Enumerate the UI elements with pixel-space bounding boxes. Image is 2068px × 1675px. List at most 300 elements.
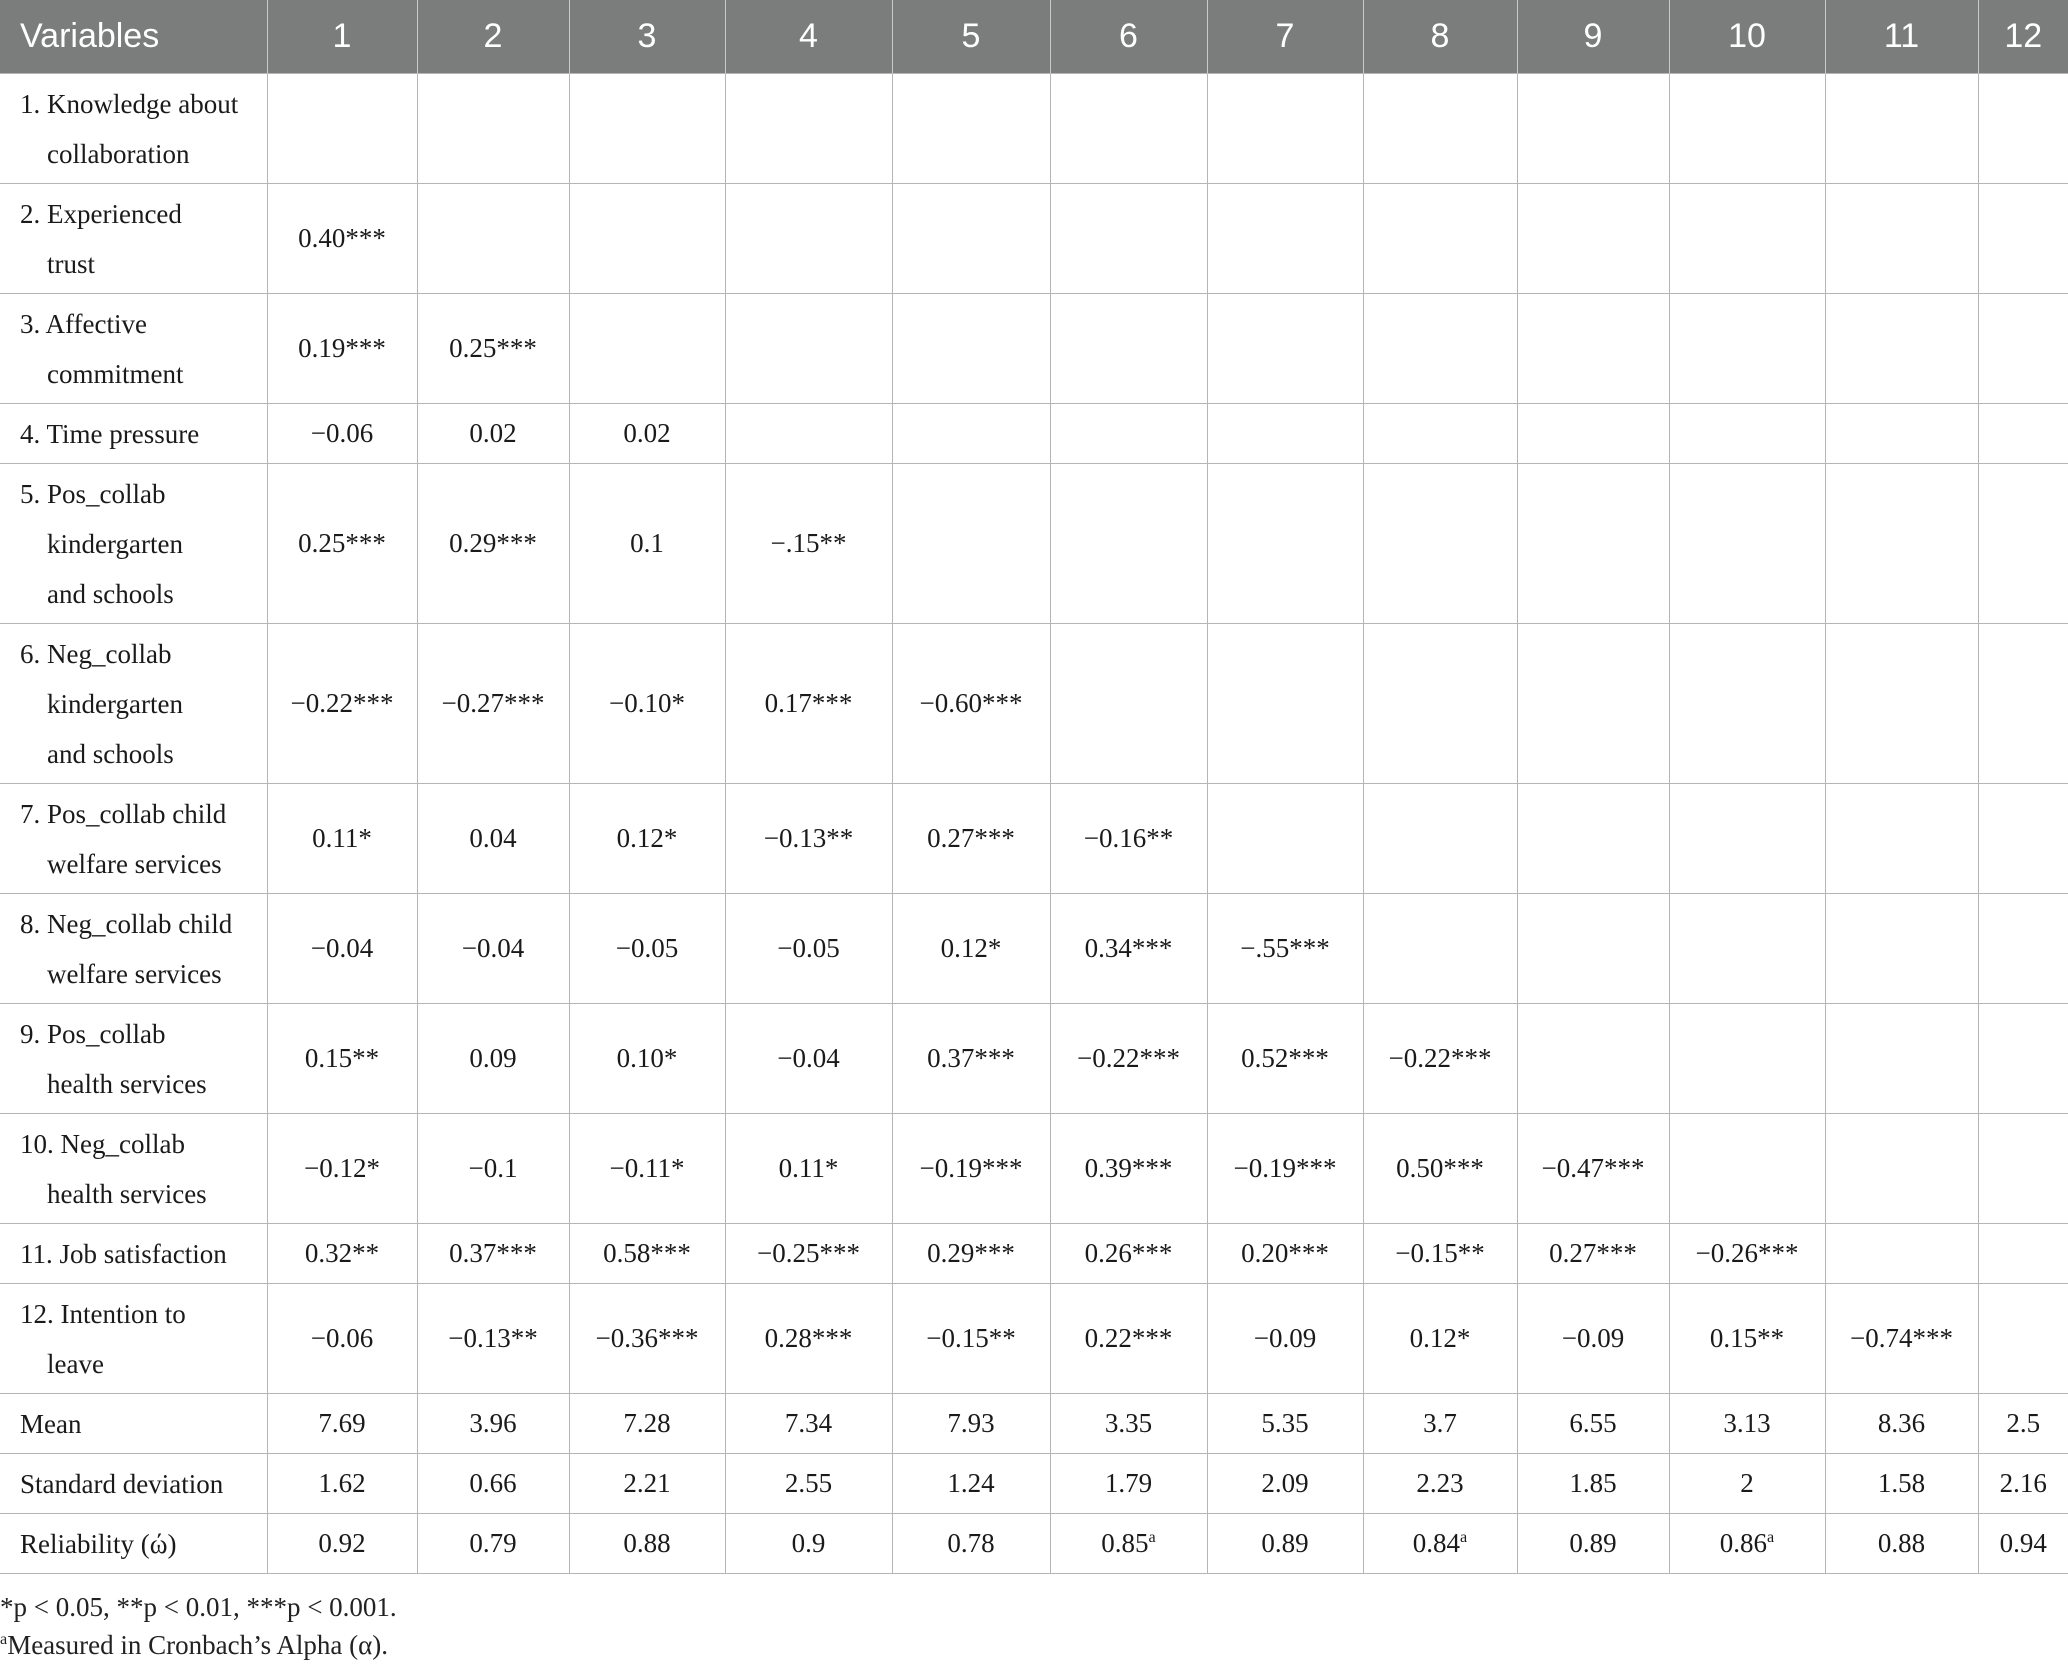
table-cell [1978,74,2068,184]
header-col-6: 6 [1050,0,1207,74]
cell-value: 0.02 [469,418,517,448]
table-cell [1978,1454,2068,1514]
row-label-line: commitment [47,358,184,389]
cell-value: −0.06 [310,418,374,448]
table-cell [1978,624,2068,784]
table-row [0,1224,2068,1284]
cell-value: 0.86 [1719,1528,1768,1558]
table-cell [267,1514,417,1574]
row-label [0,1394,267,1454]
row-label-line: 12. Intention to [20,1298,186,1329]
cell-value: 0.11* [312,823,372,853]
table-cell [569,294,725,404]
cell-value: 0.27*** [927,823,1015,853]
table-cell [725,74,892,184]
cell-value: 0.66 [469,1468,517,1498]
table-cell [892,1224,1050,1284]
table-cell [1669,1514,1825,1574]
table-cell [417,1224,569,1284]
header-col-10: 10 [1669,0,1825,74]
table-cell [1207,74,1363,184]
cell-value: −.15** [770,528,847,558]
table-cell [725,404,892,464]
table-row [0,894,2068,1004]
cell-value: 2.16 [1999,1468,2047,1498]
table-cell [1207,184,1363,294]
table-cell [1050,784,1207,894]
table-cell [892,1114,1050,1224]
table-cell [892,1454,1050,1514]
cell-value: 0.89 [1569,1528,1617,1558]
cell-value: 0.25*** [449,333,537,363]
table-cell [569,184,725,294]
reliability-note-text: Measured in Cronbach’s Alpha (α). [7,1630,388,1660]
cell-value: 1.58 [1877,1468,1926,1498]
cell-value: 0.04 [469,823,517,853]
row-label-line: welfare services [47,848,222,879]
reliability-note [0,1626,397,1664]
table-cell [267,464,417,624]
table-row [0,1004,2068,1114]
table-cell [1517,894,1669,1004]
row-label-line: Standard deviation [20,1468,224,1499]
cell-value: 0.37*** [449,1238,537,1268]
table-cell [725,1394,892,1454]
table-cell [267,294,417,404]
table-cell [1207,894,1363,1004]
cell-value: 5.35 [1261,1408,1309,1438]
cell-value: 0.58*** [603,1238,691,1268]
table-cell [1050,1284,1207,1394]
table-cell [569,1284,725,1394]
reliability-note-marker: a [0,1630,8,1648]
table-cell [1669,74,1825,184]
table-row [0,294,2068,404]
table-cell [892,624,1050,784]
table-cell [1669,294,1825,404]
table-cell [1978,1284,2068,1394]
row-label [0,894,267,1004]
row-label-line: Mean [20,1408,82,1439]
row-label [0,464,267,624]
table-cell [1517,1114,1669,1224]
header-col-5: 5 [892,0,1050,74]
table-cell [569,1394,725,1454]
cell-value: 0.9 [791,1528,826,1558]
table-cell [1050,74,1207,184]
cell-value: −0.09 [1561,1323,1625,1353]
table-cell [892,1004,1050,1114]
row-label [0,784,267,894]
row-label [0,1284,267,1394]
table-cell [267,404,417,464]
row-label-line: 7. Pos_collab child [20,798,227,829]
table-cell [417,1114,569,1224]
cell-value: −0.74*** [1850,1323,1953,1353]
row-label-line: 4. Time pressure [20,418,200,449]
cell-value: 0.78 [947,1528,995,1558]
table-cell [1050,1514,1207,1574]
table-cell [892,294,1050,404]
cell-value: 0.89 [1261,1528,1309,1558]
table-cell [1207,1394,1363,1454]
table-cell [725,464,892,624]
table-cell [892,1514,1050,1574]
cell-value: 0.15** [304,1043,380,1073]
significance-note [0,1588,397,1626]
table-cell [1050,1004,1207,1114]
table-cell [1363,1004,1517,1114]
cell-value: 3.7 [1423,1408,1457,1438]
cell-value: 0.88 [1877,1528,1926,1558]
table-cell [1669,1224,1825,1284]
row-label [0,1454,267,1514]
table-cell [725,184,892,294]
table-row [0,1454,2068,1514]
row-label-line: health services [47,1178,207,1209]
header-col-12: 12 [1978,0,2068,74]
cell-value: 2.23 [1416,1468,1464,1498]
table-cell [1978,184,2068,294]
header-col-2: 2 [417,0,569,74]
header-col-4: 4 [725,0,892,74]
cell-value: −0.05 [615,933,679,963]
cell-value: 1.62 [318,1468,366,1498]
cell-value: −0.16** [1083,823,1174,853]
cell-value: −0.11* [609,1153,685,1183]
table-cell [417,784,569,894]
row-label-line: 8. Neg_collab child [20,908,233,939]
table-cell [1207,1224,1363,1284]
cell-value: 3.35 [1104,1408,1153,1438]
header-col-8: 8 [1363,0,1517,74]
table-cell [1669,784,1825,894]
table-cell [569,894,725,1004]
cell-value: 0.40*** [298,223,386,253]
header-col-11: 11 [1825,0,1978,74]
table-cell [892,1284,1050,1394]
table-cell [267,1394,417,1454]
cell-value: 0.32** [304,1238,380,1268]
header-variables: Variables [0,0,267,74]
table-cell [1363,784,1517,894]
table-cell [1050,184,1207,294]
row-label [0,404,267,464]
table-cell [725,1224,892,1284]
table-cell [1978,1004,2068,1114]
table-cell [1825,184,1978,294]
table-cell [1825,74,1978,184]
table-cell [1363,1514,1517,1574]
table-cell [1517,464,1669,624]
row-label [0,1004,267,1114]
cell-value: −0.25*** [757,1238,860,1268]
row-label-line: trust [47,248,96,279]
table-cell [1978,294,2068,404]
cell-value: 0.37*** [927,1043,1015,1073]
header-col-7: 7 [1207,0,1363,74]
cell-value: 2.21 [623,1468,671,1498]
table-cell [569,1114,725,1224]
table-cell [417,1454,569,1514]
table-cell [892,184,1050,294]
table-cell [267,1224,417,1284]
table-row [0,1284,2068,1394]
table-cell [1825,1454,1978,1514]
table-cell [417,894,569,1004]
table-cell [1207,784,1363,894]
cell-value: 0.50*** [1396,1153,1484,1183]
table-cell [1363,404,1517,464]
row-label-line: 2. Experienced [20,198,182,229]
cell-value: 0.1 [630,528,664,558]
table-cell [1050,294,1207,404]
cell-value: −0.13** [448,1323,538,1353]
cell-value: 0.15** [1709,1323,1785,1353]
table-cell [1669,1114,1825,1224]
table-cell [267,624,417,784]
cell-value: 0.12* [1409,1323,1471,1353]
table-cell [1207,404,1363,464]
cell-value: −0.19*** [1233,1153,1337,1183]
table-cell [417,1394,569,1454]
cell-value: 0.26*** [1084,1238,1173,1268]
row-label [0,184,267,294]
table-cell [1825,1394,1978,1454]
cell-value: 0.79 [469,1528,517,1558]
row-label-line: health services [47,1068,207,1099]
row-label-line: 11. Job satisfaction [20,1238,227,1269]
table-cell [725,784,892,894]
table-cell [267,74,417,184]
row-label-line: kindergarten [47,688,183,719]
cell-footnote-marker: a [1148,1528,1156,1546]
table-cell [569,464,725,624]
cell-value: 0.11* [778,1153,839,1183]
header-row [0,0,2068,74]
table-cell [267,1004,417,1114]
cell-value: 0.20*** [1241,1238,1329,1268]
table-cell [1978,1114,2068,1224]
table-cell [1050,1394,1207,1454]
table-cell [1517,74,1669,184]
row-label-line: collaboration [47,138,190,169]
table-cell [1825,1284,1978,1394]
cell-value: 0.19*** [298,333,386,363]
cell-value: 0.29*** [449,528,537,558]
table-cell [1825,894,1978,1004]
cell-value: −0.05 [777,933,840,963]
table-cell [725,294,892,404]
table-cell [1207,624,1363,784]
cell-value: 0.28*** [764,1323,853,1353]
table-cell [1363,74,1517,184]
table-row [0,784,2068,894]
row-label-line: Reliability (ώ) [20,1528,177,1559]
table-cell [417,1004,569,1114]
table-cell [1363,294,1517,404]
table-cell [725,1454,892,1514]
table-cell [1517,1394,1669,1454]
table-cell [1978,784,2068,894]
cell-value: 1.85 [1569,1468,1617,1498]
cell-value: −0.15** [1395,1238,1485,1268]
table-cell [1517,1284,1669,1394]
cell-footnote-marker: a [1767,1528,1775,1546]
cell-value: −0.09 [1253,1323,1317,1353]
cell-value: 0.34*** [1084,933,1173,963]
table-cell [569,1514,725,1574]
cell-value: 0.85 [1101,1528,1149,1558]
table-cell [725,624,892,784]
table-row [0,624,2068,784]
cell-value: 0.92 [318,1528,366,1558]
cell-value: −0.1 [468,1153,518,1183]
table-cell [892,784,1050,894]
table-cell [1978,894,2068,1004]
row-label-line: and schools [47,578,174,609]
table-cell [1207,294,1363,404]
cell-value: −0.60*** [919,688,1023,718]
cell-value: −0.19*** [919,1153,1023,1183]
cell-value: 3.13 [1723,1408,1771,1438]
table-cell [1825,294,1978,404]
table-cell [1978,1514,2068,1574]
table-row [0,1514,2068,1574]
table-cell [1050,1454,1207,1514]
cell-value: −0.04 [310,933,374,963]
table-cell [1669,464,1825,624]
table-cell [1978,1394,2068,1454]
table-cell [1207,1114,1363,1224]
cell-value: 0.52*** [1241,1043,1329,1073]
table-cell [892,464,1050,624]
table-cell [417,624,569,784]
table-cell [1207,1284,1363,1394]
cell-value: 7.28 [623,1408,671,1438]
cell-value: 1.79 [1104,1468,1153,1498]
table-row [0,184,2068,294]
cell-value: 0.27*** [1549,1238,1637,1268]
table-cell [1517,1454,1669,1514]
table-cell [1825,1004,1978,1114]
table-body [0,74,2068,1574]
table-row [0,404,2068,464]
cell-value: 2.09 [1261,1468,1309,1498]
table-cell [1517,1514,1669,1574]
table-cell [1363,464,1517,624]
table-cell [1825,624,1978,784]
cell-value: −0.10* [609,688,685,718]
header-col-9: 9 [1517,0,1669,74]
row-label-line: 3. Affective [20,308,147,339]
header-col-1: 1 [267,0,417,74]
table-cell [1669,184,1825,294]
table-row [0,1394,2068,1454]
table-cell [725,1514,892,1574]
table-cell [1517,1004,1669,1114]
table-cell [569,1004,725,1114]
significance-note-text: *p < 0.05, **p < 0.01, ***p < 0.001. [0,1592,397,1622]
cell-value: 0.88 [623,1528,671,1558]
cell-value: 0.39*** [1084,1153,1173,1183]
table-cell [1825,784,1978,894]
table-cell [1978,464,2068,624]
table-cell [267,1114,417,1224]
cell-value: 7.34 [784,1408,833,1438]
table-cell [569,74,725,184]
table-cell [1363,1454,1517,1514]
cell-value: −0.36*** [595,1323,699,1353]
table-cell [569,784,725,894]
table-row [0,464,2068,624]
cell-value: 0.02 [623,418,671,448]
table-cell [1825,1224,1978,1284]
cell-value: 0.84 [1412,1528,1461,1558]
cell-value: 1.24 [947,1468,995,1498]
table-cell [267,784,417,894]
cell-footnote-marker: a [1460,1528,1468,1546]
table-cell [892,74,1050,184]
row-label-line: 10. Neg_collab [20,1128,185,1159]
table-cell [569,404,725,464]
table-cell [1825,464,1978,624]
cell-value: 2.55 [784,1468,833,1498]
table-cell [417,74,569,184]
table-cell [1050,464,1207,624]
cell-value: −0.12* [304,1153,380,1183]
table-cell [725,1284,892,1394]
table-cell [417,1514,569,1574]
cell-value: 0.09 [469,1043,517,1073]
table-cell [417,464,569,624]
cell-value: −0.04 [777,1043,840,1073]
table-cell [417,1284,569,1394]
table-cell [417,184,569,294]
cell-value: −0.26*** [1695,1238,1799,1268]
table-cell [1825,1114,1978,1224]
cell-value: −0.15** [926,1323,1016,1353]
row-label [0,1514,267,1574]
table-cell [1207,1004,1363,1114]
table-cell [1825,404,1978,464]
cell-value: 2 [1740,1468,1754,1498]
table-cell [1978,404,2068,464]
row-label-line: welfare services [47,958,222,989]
row-label-line: 9. Pos_collab [20,1018,166,1049]
cell-value: −.55*** [1240,933,1330,963]
cell-value: 2.5 [2006,1408,2041,1438]
table-cell [1363,624,1517,784]
row-label [0,1114,267,1224]
row-label [0,624,267,784]
table-cell [1207,1514,1363,1574]
cell-value: −0.13** [763,823,854,853]
table-cell [1050,1114,1207,1224]
cell-value: 8.36 [1877,1408,1926,1438]
row-label-line: leave [47,1348,104,1379]
table-cell [725,1004,892,1114]
table-cell [892,404,1050,464]
row-label [0,74,267,184]
table-cell [417,294,569,404]
table-cell [725,1114,892,1224]
cell-value: −0.22*** [290,688,394,718]
table-cell [1825,1514,1978,1574]
cell-value: −0.22*** [1388,1043,1492,1073]
table-cell [1669,624,1825,784]
table-cell [1669,1454,1825,1514]
